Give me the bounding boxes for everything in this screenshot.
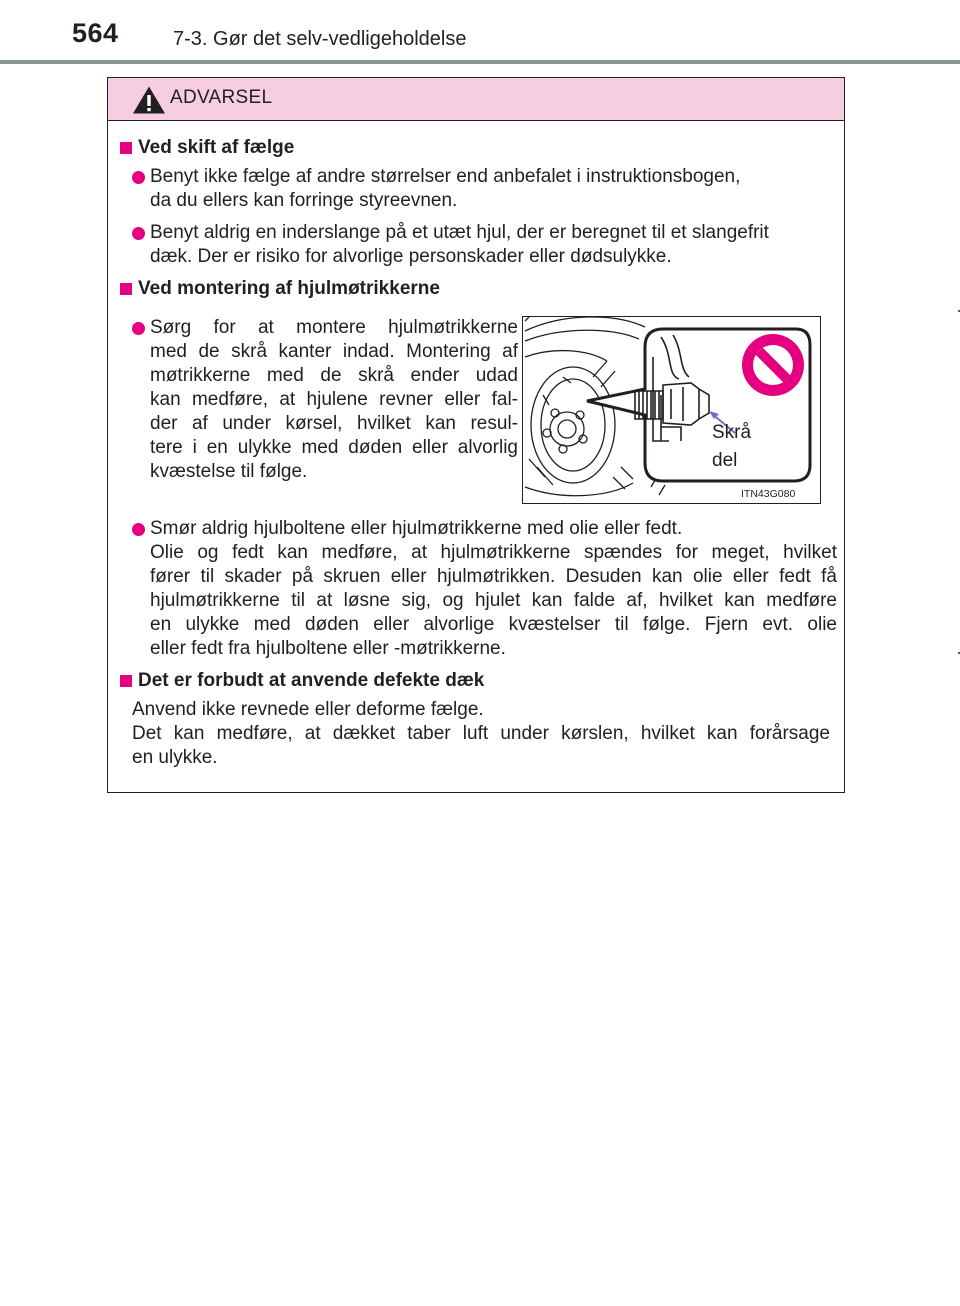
bullet-line: fører til skader på skruen eller hjulmøtrikken. Desuden kan olie eller fedt få xyxy=(150,566,837,587)
wheel-hub-drawing xyxy=(523,317,820,503)
paragraph-line: en ulykke. xyxy=(132,747,218,768)
bullet-line: eller fedt fra hjulboltene eller -møtrikkerne. xyxy=(150,638,506,659)
round-bullet-icon xyxy=(132,322,145,335)
bullet-line: Smør aldrig hjulboltene eller hjulmøtrikkerne med olie eller fedt. xyxy=(150,518,683,539)
warning-box xyxy=(107,77,845,793)
round-bullet-icon xyxy=(132,523,145,536)
round-bullet-icon xyxy=(132,171,145,184)
paragraph-line: Anvend ikke revnede eller deforme fælge. xyxy=(132,699,484,720)
wheel-nut-illustration xyxy=(522,316,821,504)
warning-triangle-icon xyxy=(132,85,166,115)
bullet-line: kvæstelse til følge. xyxy=(150,461,308,482)
bullet-line: Benyt aldrig en inderslange på et utæt hjul, der er beregnet til et slangefrit xyxy=(150,222,769,243)
page-number: 564 xyxy=(72,18,119,48)
warning-label: ADVARSEL xyxy=(170,87,273,108)
header-divider xyxy=(0,60,960,64)
round-bullet-icon xyxy=(132,227,145,240)
square-bullet-icon xyxy=(120,675,132,687)
section-heading-text: Ved skift af fælge xyxy=(138,137,295,158)
section-heading-text: Det er forbudt at anvende defekte dæk xyxy=(138,670,485,691)
bullet-line: med de skrå kanter indad. Montering af xyxy=(150,341,518,362)
square-bullet-icon xyxy=(120,283,132,295)
bullet-line: en ulykke med døden eller alvorlige kvæstelser til følge. Fjern evt. olie xyxy=(150,614,837,635)
figure-label: del xyxy=(712,450,738,471)
bullet-line: der af under kørsel, hvilket kan resul- xyxy=(150,413,518,434)
warning-header xyxy=(108,78,844,121)
bullet-line: Sørg for at montere hjulmøtrikkerne xyxy=(150,317,518,338)
bullet-line: Benyt ikke fælge af andre størrelser end anbefalet i instruktionsbogen, xyxy=(150,166,741,187)
square-bullet-icon xyxy=(120,142,132,154)
bullet-line: dæk. Der er risiko for alvorlige personskader eller dødsulykke. xyxy=(150,246,672,267)
bullet-line: møtrikkerne med de skrå ender udad xyxy=(150,365,518,386)
bullet-line: da du ellers kan forringe styreevnen. xyxy=(150,190,458,211)
bullet-line: kan medføre, at hjulene revner eller fal- xyxy=(150,389,518,410)
section-heading-text: Ved montering af hjulmøtrikkerne xyxy=(138,278,440,299)
bullet-line: tere i en ulykke med døden eller alvorlig xyxy=(150,437,518,458)
paragraph-line: Det kan medføre, at dækket taber luft under kørslen, hvilket kan forårsage xyxy=(132,723,830,744)
figure-code: ITN43G080 xyxy=(741,488,796,500)
bullet-line: hjulmøtrikkerne til at løsne sig, og hjulet kan falde af, hvilket kan medføre xyxy=(150,590,837,611)
bullet-line: Olie og fedt kan medføre, at hjulmøtrikkerne spændes for meget, hvilket xyxy=(150,542,837,563)
section-title: 7-3. Gør det selv-vedligeholdelse xyxy=(173,28,467,50)
figure-label: Skrå xyxy=(712,422,752,443)
